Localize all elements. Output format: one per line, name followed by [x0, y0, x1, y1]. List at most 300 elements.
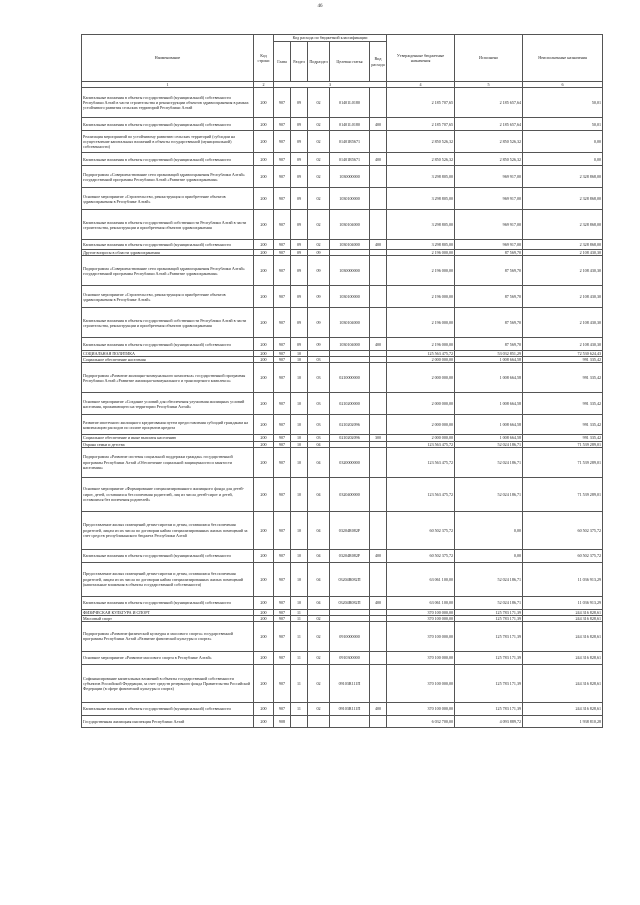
table-row	[82, 715, 603, 727]
row-unexecuted: 1 938 810,28	[523, 715, 603, 727]
row-target: 1030000000	[330, 256, 370, 286]
row-glava: 907	[274, 702, 291, 715]
row-name: СОЦИАЛЬНАЯ ПОЛИТИКА	[82, 351, 254, 357]
row-razdel: 11	[291, 609, 308, 615]
row-glava: 907	[274, 511, 291, 549]
row-glava: 907	[274, 609, 291, 615]
table-row	[82, 621, 603, 651]
table-body	[82, 88, 603, 728]
table-row	[82, 651, 603, 664]
row-vid	[370, 166, 387, 188]
row-podrazdel: 03	[308, 435, 330, 441]
row-approved: 370 100 000,00	[387, 615, 455, 621]
table-row	[82, 256, 603, 286]
row-executed: 969 917,00	[455, 240, 523, 250]
row-code: 200	[254, 357, 274, 363]
row-razdel: 09	[291, 118, 308, 131]
row-vid: 400	[370, 338, 387, 351]
row-vid: 400	[370, 240, 387, 250]
row-executed: 969 917,00	[455, 166, 523, 188]
col-num-6: 6	[523, 82, 603, 88]
row-razdel: 10	[291, 562, 308, 596]
row-code: 200	[254, 562, 274, 596]
table-row	[82, 338, 603, 351]
row-code: 200	[254, 166, 274, 188]
row-target	[330, 715, 370, 727]
row-podrazdel: 02	[308, 88, 330, 118]
row-vid	[370, 363, 387, 393]
row-code: 200	[254, 609, 274, 615]
row-razdel: 09	[291, 166, 308, 188]
row-unexecuted: 72 530 624,43	[523, 351, 603, 357]
row-vid: 400	[370, 549, 387, 562]
row-executed: 2 185 657,64	[455, 118, 523, 131]
row-code: 200	[254, 621, 274, 651]
row-target: 0910300000	[330, 651, 370, 664]
row-target: 0210202096	[330, 435, 370, 441]
table-row	[82, 664, 603, 702]
row-executed: 125 783 171,39	[455, 664, 523, 702]
row-approved: 370 100 000,00	[387, 609, 455, 615]
row-vid	[370, 715, 387, 727]
row-executed: 1 008 664,58	[455, 357, 523, 363]
row-approved: 2 850 526,32	[387, 153, 455, 166]
row-podrazdel: 04	[308, 549, 330, 562]
row-code: 200	[254, 615, 274, 621]
row-podrazdel: 02	[308, 702, 330, 715]
row-target: 01401R5671	[330, 131, 370, 153]
row-executed: 87 569,70	[455, 308, 523, 338]
row-target: 0210000000	[330, 363, 370, 393]
row-podrazdel: 02	[308, 664, 330, 702]
row-name: Капитальные вложения в объекты государственной (муниципальной) собственности	[82, 338, 254, 351]
row-razdel: 09	[291, 308, 308, 338]
row-name: Капитальные вложения в объекты государственной (муниципальной) собственности	[82, 549, 254, 562]
header-razdel: Раздел	[291, 42, 308, 82]
row-executed: 2 850 526,32	[455, 153, 523, 166]
col-num-5: 5	[455, 82, 523, 88]
budget-table	[81, 34, 603, 728]
row-name: Капитальные вложения в объекты государственной (муниципальной) собственности	[82, 240, 254, 250]
col-num-3: 3	[274, 82, 387, 88]
row-razdel: 09	[291, 210, 308, 240]
row-unexecuted: 2 328 868,00	[523, 240, 603, 250]
row-name: Основное мероприятие «Формирование специализированного жилищного фонда для детей-сирот, детей, оставшихся без попечения родителей, лиц из числа детей-сирот и детей, оставшихся без попечения родителей»	[82, 477, 254, 511]
row-unexecuted: 2 108 430,30	[523, 338, 603, 351]
row-name: Охрана семьи и детства	[82, 441, 254, 447]
row-executed: 53 032 851,29	[455, 351, 523, 357]
row-razdel: 09	[291, 88, 308, 118]
row-unexecuted: 60 502 375,72	[523, 511, 603, 549]
row-glava: 908	[274, 715, 291, 727]
row-name: Подпрограмма «Развитие физической культуры и массового спорта» государственной программы Республики Алтай «Развитие физической культуры и спорта»	[82, 621, 254, 651]
table-row	[82, 88, 603, 118]
row-name: Капитальные вложения в объекты государственной (муниципальной) собственности	[82, 118, 254, 131]
row-name: Капитальные вложения в объекты государственной (муниципальной) собственности	[82, 702, 254, 715]
row-approved: 2 000 000,00	[387, 363, 455, 393]
row-target: 1030104000	[330, 240, 370, 250]
row-glava: 907	[274, 549, 291, 562]
row-vid	[370, 664, 387, 702]
row-approved: 123 563 475,72	[387, 447, 455, 477]
row-target: 1030000000	[330, 166, 370, 188]
row-unexecuted: 991 335,42	[523, 435, 603, 441]
row-target: 1030104000	[330, 308, 370, 338]
row-unexecuted: 991 335,42	[523, 393, 603, 415]
table-row	[82, 511, 603, 549]
row-code: 200	[254, 664, 274, 702]
row-name: Капитальные вложения в объекты государственной (муниципальной) собственности	[82, 153, 254, 166]
header-unexecuted: Неисполненные назначения	[523, 35, 603, 82]
row-code: 200	[254, 250, 274, 256]
row-unexecuted: 2 108 430,30	[523, 256, 603, 286]
row-razdel: 09	[291, 286, 308, 308]
row-approved: 2 850 526,32	[387, 131, 455, 153]
row-unexecuted: 71 539 289,01	[523, 441, 603, 447]
row-vid	[370, 308, 387, 338]
row-target: 0210200000	[330, 393, 370, 415]
header-code: Код строки	[254, 35, 274, 82]
row-glava: 907	[274, 308, 291, 338]
row-executed: 969 917,00	[455, 210, 523, 240]
row-approved: 370 100 000,00	[387, 702, 455, 715]
row-podrazdel: 04	[308, 477, 330, 511]
row-name: Подпрограмма «Развитие системы социальной поддержки граждан» государственной программы Республики Алтай «Обеспечение социальной защищенности и занятости населения»	[82, 447, 254, 477]
header-classification: Код расхода по бюджетной классификации	[274, 35, 387, 42]
row-executed: 87 569,70	[455, 256, 523, 286]
row-target: 03204R082F	[330, 549, 370, 562]
row-executed: 87 569,70	[455, 338, 523, 351]
row-razdel: 09	[291, 250, 308, 256]
row-razdel: 10	[291, 357, 308, 363]
table-row	[82, 166, 603, 188]
row-code: 200	[254, 338, 274, 351]
row-target: 03204R082П	[330, 596, 370, 609]
row-vid	[370, 562, 387, 596]
row-code: 200	[254, 596, 274, 609]
row-executed: 52 024 186,71	[455, 447, 523, 477]
table-row	[82, 286, 603, 308]
header-vid: Вид расхода	[370, 42, 387, 82]
row-unexecuted: 2 328 868,00	[523, 166, 603, 188]
row-approved: 370 100 000,00	[387, 621, 455, 651]
row-code: 200	[254, 549, 274, 562]
row-unexecuted: 2 108 430,30	[523, 250, 603, 256]
row-podrazdel: 04	[308, 447, 330, 477]
row-unexecuted: 244 316 828,61	[523, 621, 603, 651]
row-glava: 907	[274, 286, 291, 308]
row-executed: 1 008 664,58	[455, 435, 523, 441]
row-target: 0910000000	[330, 621, 370, 651]
row-glava: 907	[274, 153, 291, 166]
row-executed: 125 783 171,39	[455, 615, 523, 621]
row-executed: 52 024 186,71	[455, 596, 523, 609]
row-glava: 907	[274, 357, 291, 363]
row-approved: 125 563 475,72	[387, 351, 455, 357]
row-podrazdel: 02	[308, 621, 330, 651]
row-podrazdel: 02	[308, 651, 330, 664]
row-razdel: 11	[291, 651, 308, 664]
row-glava: 907	[274, 615, 291, 621]
row-unexecuted: 2 108 430,30	[523, 286, 603, 308]
row-unexecuted: 244 316 828,61	[523, 609, 603, 615]
row-target: 1030104000	[330, 338, 370, 351]
row-name: Развитие ипотечного жилищного кредитования путем предоставления субсидий гражданам на компенсацию расходов по оплате процентов кредита	[82, 415, 254, 435]
row-razdel: 10	[291, 415, 308, 435]
row-name: Основное мероприятие «Строительство, реконструкция и приобретение объектов здравоохранения в Республике Алтай»	[82, 188, 254, 210]
row-executed: 2 185 657,64	[455, 88, 523, 118]
row-executed: 87 569,70	[455, 250, 523, 256]
row-approved: 63 061 100,00	[387, 596, 455, 609]
table-row	[82, 131, 603, 153]
row-name: Подпрограмма «Совершенствование сети организаций здравоохранения Республики Алтай» государственной программы Республики Алтай «Развитие здравоохранения»	[82, 256, 254, 286]
row-podrazdel: 02	[308, 131, 330, 153]
row-vid	[370, 447, 387, 477]
row-target: 01401L0180	[330, 118, 370, 131]
header-executed: Исполнено	[455, 35, 523, 82]
row-executed: 0,00	[455, 549, 523, 562]
row-code: 200	[254, 363, 274, 393]
row-name: Капитальные вложения в объекты государственной собственности Республики Алтай в части строительства, реконструкции и приобретения объектов здравоохранения	[82, 210, 254, 240]
row-podrazdel: 03	[308, 415, 330, 435]
row-approved: 2 185 707,65	[387, 118, 455, 131]
row-code: 200	[254, 240, 274, 250]
row-podrazdel: 02	[308, 166, 330, 188]
row-unexecuted: 11 036 913,29	[523, 596, 603, 609]
table-row	[82, 596, 603, 609]
page-number: 46	[317, 4, 323, 9]
row-podrazdel: 04	[308, 511, 330, 549]
row-code: 200	[254, 651, 274, 664]
row-podrazdel: 09	[308, 250, 330, 256]
row-executed: 1 008 664,58	[455, 393, 523, 415]
row-name: Массовый спорт	[82, 615, 254, 621]
row-podrazdel: 02	[308, 240, 330, 250]
row-approved: 63 061 100,00	[387, 562, 455, 596]
row-vid	[370, 88, 387, 118]
row-razdel: 11	[291, 664, 308, 702]
row-unexecuted: 0,00	[523, 153, 603, 166]
row-approved: 2 196 000,00	[387, 256, 455, 286]
row-name: Предоставление жилых помещений детям-сиротам и детям, оставшимся без попечения родителей, лицам из их числа по договорам найма специализированных жилых помещений за счет средств республиканского бюджета Республики Алтай	[82, 511, 254, 549]
row-glava: 907	[274, 363, 291, 393]
row-code: 200	[254, 308, 274, 338]
row-podrazdel: 09	[308, 338, 330, 351]
row-razdel	[291, 715, 308, 727]
row-name: Капитальные вложения в объекты государственной (муниципальной) собственности	[82, 596, 254, 609]
row-vid	[370, 256, 387, 286]
row-razdel: 10	[291, 549, 308, 562]
row-approved: 370 100 000,00	[387, 651, 455, 664]
row-name: Социальное обеспечение и иные выплаты населению	[82, 435, 254, 441]
col-num-2: 2	[254, 82, 274, 88]
row-code: 200	[254, 447, 274, 477]
row-code: 200	[254, 88, 274, 118]
table-row	[82, 393, 603, 415]
row-podrazdel: 02	[308, 118, 330, 131]
row-unexecuted: 50,01	[523, 118, 603, 131]
row-name: Предоставление жилых помещений детям-сиротам и детям, оставшимся без попечения родителей, лицам из их числа по договорам найма специализированных жилых помещений (капитальные вложения в объекты государственной собственности)	[82, 562, 254, 596]
row-code: 200	[254, 153, 274, 166]
row-name: Капитальные вложения в объекты государственной собственности Республики Алтай в части строительства, реконструкции и приобретения объектов здравоохранения	[82, 308, 254, 338]
row-glava: 907	[274, 596, 291, 609]
row-approved: 3 298 805,00	[387, 240, 455, 250]
row-glava: 907	[274, 435, 291, 441]
row-podrazdel: 09	[308, 308, 330, 338]
row-vid	[370, 415, 387, 435]
row-unexecuted: 244 316 828,61	[523, 702, 603, 715]
row-target: 0320000000	[330, 447, 370, 477]
row-vid	[370, 286, 387, 308]
row-name: Софинансирование капитальных вложений в объекты государственной собственности субъектов Российской Федерации, за счет средств резервного фонда Правительства Российской Федерации (в сфере физической культуры и спорта)	[82, 664, 254, 702]
row-podrazdel	[308, 715, 330, 727]
row-approved: 2 196 000,00	[387, 286, 455, 308]
row-executed: 52 024 186,71	[455, 477, 523, 511]
row-vid: 300	[370, 435, 387, 441]
table-row	[82, 447, 603, 477]
row-unexecuted: 244 316 828,61	[523, 615, 603, 621]
row-razdel: 10	[291, 511, 308, 549]
row-podrazdel: 03	[308, 363, 330, 393]
table-header	[82, 35, 603, 88]
row-approved: 370 100 000,00	[387, 664, 455, 702]
row-glava: 907	[274, 88, 291, 118]
row-executed: 969 917,00	[455, 188, 523, 210]
table-row	[82, 562, 603, 596]
row-glava: 907	[274, 351, 291, 357]
row-vid	[370, 131, 387, 153]
row-unexecuted: 244 316 828,61	[523, 651, 603, 664]
row-name: Основное мероприятие «Создание условий для обеспечения улучшения жилищных условий населения, проживающего на территории Республики Алтай»	[82, 393, 254, 415]
row-target: 03204R082П	[330, 562, 370, 596]
row-approved: 2 000 000,00	[387, 415, 455, 435]
row-code: 200	[254, 441, 274, 447]
row-target: 0320400000	[330, 477, 370, 511]
row-glava: 907	[274, 338, 291, 351]
row-podrazdel: 02	[308, 153, 330, 166]
header-podrazdel: Подраздел	[308, 42, 330, 82]
row-glava: 907	[274, 441, 291, 447]
row-approved: 2 185 707,65	[387, 88, 455, 118]
row-razdel: 10	[291, 477, 308, 511]
row-razdel: 09	[291, 240, 308, 250]
row-approved: 3 298 805,00	[387, 210, 455, 240]
row-approved: 3 298 805,00	[387, 188, 455, 210]
row-vid: 400	[370, 702, 387, 715]
col-num-4: 4	[387, 82, 455, 88]
row-vid	[370, 393, 387, 415]
row-unexecuted: 60 502 375,72	[523, 549, 603, 562]
row-podrazdel: 03	[308, 357, 330, 363]
row-name: Капитальные вложения в объекты государственной (муниципальной) собственности Республики Алтай в части строительства и реконструкции объектов здравоохранения в рамках устойчивого развития сельских территорий Республики Алтай	[82, 88, 254, 118]
row-executed: 87 569,70	[455, 286, 523, 308]
table-row	[82, 118, 603, 131]
row-executed: 0,00	[455, 511, 523, 549]
row-unexecuted: 11 036 913,29	[523, 562, 603, 596]
row-approved: 60 502 375,72	[387, 511, 455, 549]
row-approved: 2 196 000,00	[387, 308, 455, 338]
row-name: Подпрограмма «Совершенствование сети организаций здравоохранения Республики Алтай» государственной программы Республики Алтай «Развитие здравоохранения»	[82, 166, 254, 188]
row-code: 200	[254, 511, 274, 549]
row-code: 200	[254, 188, 274, 210]
row-unexecuted: 71 539 289,01	[523, 447, 603, 477]
row-name: Реализация мероприятий по устойчивому развитию сельских территорий (субсидии на осуществление капитальных вложений в объекты государственной (муниципальной) собственности)	[82, 131, 254, 153]
row-razdel: 10	[291, 447, 308, 477]
row-approved: 123 563 475,72	[387, 477, 455, 511]
row-glava: 907	[274, 415, 291, 435]
row-code: 200	[254, 715, 274, 727]
row-code: 200	[254, 210, 274, 240]
row-vid	[370, 651, 387, 664]
row-code: 200	[254, 351, 274, 357]
row-unexecuted: 2 328 868,00	[523, 210, 603, 240]
row-code: 200	[254, 477, 274, 511]
row-glava: 907	[274, 188, 291, 210]
row-vid	[370, 621, 387, 651]
row-target: 0210202096	[330, 415, 370, 435]
row-approved: 123 563 475,72	[387, 441, 455, 447]
row-razdel: 09	[291, 256, 308, 286]
row-podrazdel: 04	[308, 441, 330, 447]
row-code: 200	[254, 435, 274, 441]
header-approved: Утвержденные бюджетные назначения	[387, 35, 455, 82]
row-glava: 907	[274, 447, 291, 477]
row-target: 09103R111П	[330, 664, 370, 702]
table-row	[82, 308, 603, 338]
row-target: 1030100000	[330, 286, 370, 308]
row-executed: 125 783 171,39	[455, 609, 523, 615]
row-code: 200	[254, 286, 274, 308]
row-vid	[370, 188, 387, 210]
row-name: Государственная жилищная инспекция Республики Алтай	[82, 715, 254, 727]
row-razdel: 11	[291, 615, 308, 621]
table-row	[82, 240, 603, 250]
row-name: Подпрограмма «Развитие жилищно-коммунального комплекса» государственной программы Республики Алтай «Развитие жилищно-коммунального и транспортного комплекса»	[82, 363, 254, 393]
row-razdel: 11	[291, 621, 308, 651]
row-razdel: 10	[291, 351, 308, 357]
row-razdel: 10	[291, 393, 308, 415]
row-vid	[370, 477, 387, 511]
row-podrazdel: 02	[308, 615, 330, 621]
row-name: Другие вопросы в области здравоохранения	[82, 250, 254, 256]
row-executed: 2 850 526,32	[455, 131, 523, 153]
row-executed: 125 783 171,39	[455, 651, 523, 664]
row-glava: 907	[274, 393, 291, 415]
row-code: 200	[254, 702, 274, 715]
row-code: 200	[254, 393, 274, 415]
row-podrazdel: 02	[308, 188, 330, 210]
row-unexecuted: 50,01	[523, 88, 603, 118]
row-podrazdel: 02	[308, 210, 330, 240]
row-approved: 2 000 000,00	[387, 357, 455, 363]
row-name: Основное мероприятие «Развитие массового спорта в Республике Алтай»	[82, 651, 254, 664]
header-target: Целевая статья	[330, 42, 370, 82]
table-row	[82, 415, 603, 435]
table-row	[82, 549, 603, 562]
row-podrazdel: 09	[308, 256, 330, 286]
row-razdel: 09	[291, 188, 308, 210]
row-vid: 400	[370, 153, 387, 166]
row-podrazdel: 04	[308, 596, 330, 609]
row-executed: 52 024 186,71	[455, 562, 523, 596]
row-executed: 125 783 171,39	[455, 621, 523, 651]
row-vid: 400	[370, 596, 387, 609]
row-vid	[370, 210, 387, 240]
row-approved: 2 196 000,00	[387, 250, 455, 256]
row-razdel: 10	[291, 363, 308, 393]
row-razdel: 10	[291, 596, 308, 609]
table-row	[82, 702, 603, 715]
